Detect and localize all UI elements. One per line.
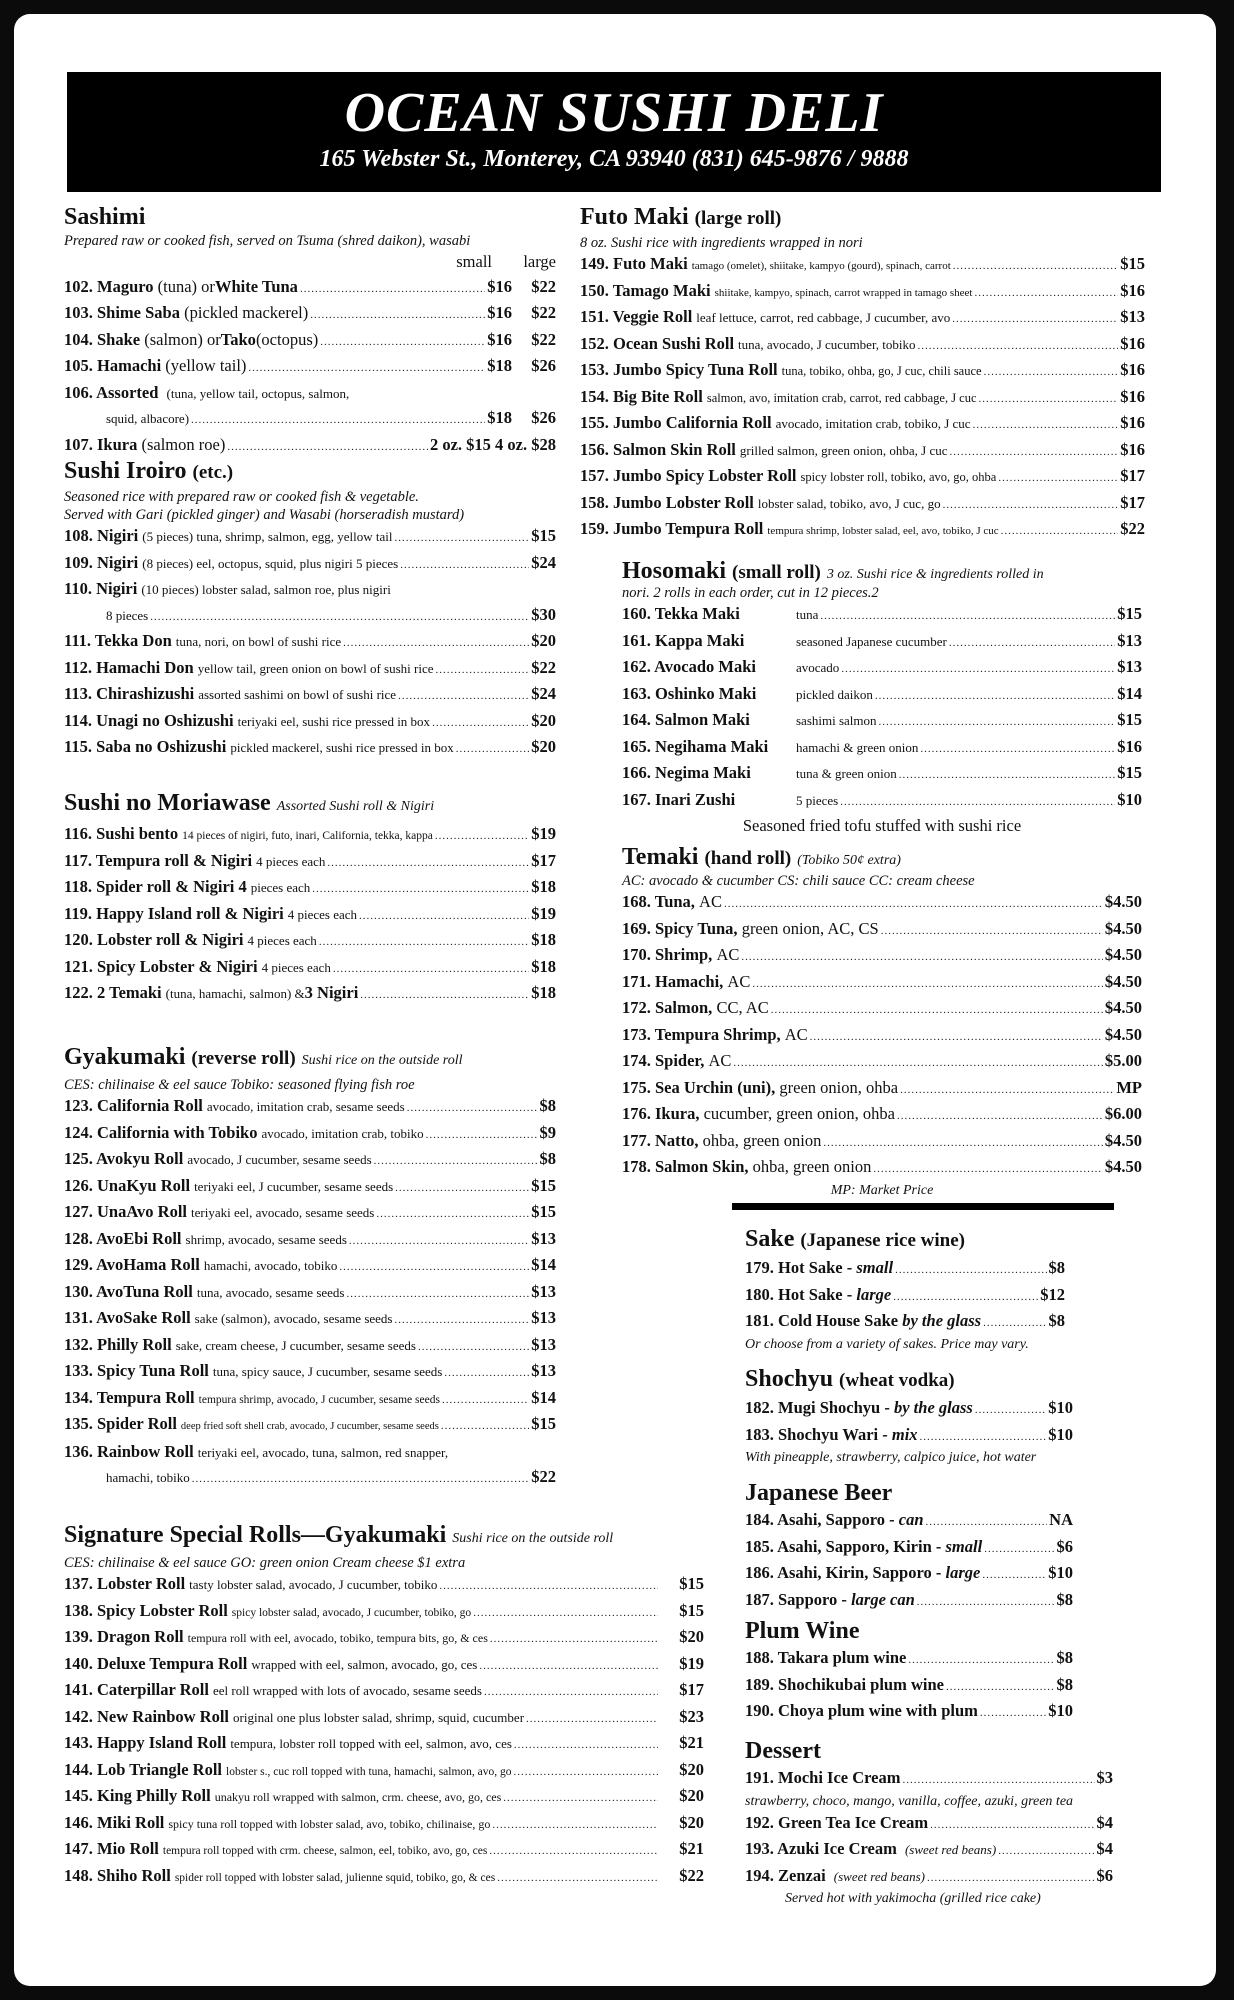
section-gyakumaki [64, 1042, 556, 1492]
section-subtitle: CES: chilinaise & eel sauce Tobiko: seasoned flying fish roe [64, 1077, 415, 1093]
menu-item: 177. Natto, ohba, green onion ..... $4.50 [622, 1129, 1142, 1156]
menu-item: 173. Tempura Shrimp, AC ..... $4.50 [622, 1023, 1142, 1050]
menu-item: 136. Rainbow Roll teriyaki eel, avocado, tuna, salmon, red snapper, [64, 1441, 449, 1461]
menu-item: 144. Lob Triangle Roll lobster s., cuc roll topped with tuna, hamachi, salmon, avo, go ..... $20 [64, 1758, 704, 1785]
section-title: Sashimi [64, 204, 146, 230]
menu-item: 145. King Philly Roll unakyu roll wrapped with salmon, crm. cheese, avo, go, ces ..... $20 [64, 1784, 704, 1811]
menu-item: 169. Spicy Tuna, green onion, AC, CS ..... $4.50 [622, 917, 1142, 944]
restaurant-header [67, 72, 1161, 192]
section-title: Sushi Iroiro (etc.) [64, 458, 234, 484]
menu-item: 131. AvoSake Roll sake (salmon), avocado, sesame seeds ..... $13 [64, 1306, 556, 1333]
menu-item: 121. Spicy Lobster & Nigiri 4 pieces each ..... $18 [64, 955, 556, 982]
menu-item: 165. Negihama Maki hamachi & green onion ..... $16 [622, 735, 1142, 762]
section-temaki [622, 842, 1142, 1200]
col-large: large [523, 252, 556, 271]
menu-item: 120. Lobster roll & Nigiri 4 pieces each ..... $18 [64, 928, 556, 955]
menu-item: 189. Shochikubai plum wine ..... $8 [745, 1673, 1073, 1700]
menu-item: 124. California with Tobiko avocado, imitation crab, tobiko ..... $9 [64, 1121, 556, 1148]
menu-item: 138. Spicy Lobster Roll spicy lobster salad, avocado, J cucumber, tobiko, go ..... $15 [64, 1599, 704, 1626]
section-beer [745, 1478, 1145, 1614]
menu-item: 122. 2 Temaki (tuna, hamachi, salmon) & 3 Nigiri ..... $18 [64, 981, 556, 1008]
section-subtitle: Prepared raw or cooked fish, served on Tsuma (shred daikon), wasabi [64, 233, 471, 249]
col-small: small [456, 252, 492, 271]
menu-item: 127. UnaAvo Roll teriyaki eel, avocado, sesame seeds ..... $15 [64, 1200, 556, 1227]
menu-item: 134. Tempura Roll tempura shrimp, avocado, J cucumber, sesame seeds ..... $14 [64, 1386, 556, 1413]
menu-item: 109. Nigiri (8 pieces) eel, octopus, squid, plus nigiri 5 pieces ..... $24 [64, 551, 556, 578]
menu-item: 157. Jumbo Spicy Lobster Roll spicy lobster roll, tobiko, avo, go, ohba ..... $17 [580, 464, 1145, 491]
section-footer: With pineapple, strawberry, calpico juice, hot water [745, 1450, 1037, 1465]
menu-item: 162. Avocado Maki avocado ..... $13 [622, 655, 1142, 682]
menu-item: 112. Hamachi Don yellow tail, green onion on bowl of sushi rice ..... $22 [64, 656, 556, 683]
section-title: Japanese Beer [745, 1480, 893, 1506]
menu-item: 167. Inari Zushi 5 pieces ..... $10 [622, 788, 1142, 815]
menu-item: 160. Tekka Maki tuna ..... $15 [622, 602, 1142, 629]
section-title: Sake (Japanese rice wine) [745, 1226, 965, 1252]
menu-item: 178. Salmon Skin, ohba, green onion ..... $4.50 [622, 1155, 1142, 1182]
menu-item: 183. Shochyu Wari - mix ..... $10 [745, 1423, 1073, 1450]
menu-item: 187. Sapporo - large can ..... $8 [745, 1588, 1073, 1615]
menu-item: 104. Shake (salmon) or Tako (octopus) ..... $16 $22 [64, 328, 556, 355]
section-footer: Seasoned fried tofu stuffed with sushi rice [742, 816, 1022, 835]
menu-item: 123. California Roll avocado, imitation crab, sesame seeds ..... $8 [64, 1094, 556, 1121]
menu-item: 163. Oshinko Maki pickled daikon ..... $14 [622, 682, 1142, 709]
menu-item: 150. Tamago Maki shiitake, kampyo, spinach, carrot wrapped in tamago sheet ..... $16 [580, 279, 1145, 306]
menu-item: 142. New Rainbow Roll original one plus lobster salad, shrimp, squid, cucumber ..... $23 [64, 1705, 704, 1732]
menu-item: 128. AvoEbi Roll shrimp, avocado, sesame seeds ..... $13 [64, 1227, 556, 1254]
menu-item: 116. Sushi bento 14 pieces of nigiri, futo, inari, California, tekka, kappa ..... $19 [64, 822, 556, 849]
menu-item: 166. Negima Maki tuna & green onion ..... $15 [622, 761, 1142, 788]
section-hosomaki [622, 556, 1142, 839]
section-subtitle: AC: avocado & cucumber CS: chili sauce CC: cream cheese [622, 873, 975, 889]
menu-item: 130. AvoTuna Roll tuna, avocado, sesame seeds ..... $13 [64, 1280, 556, 1307]
section-footer: Or choose from a variety of sakes. Price may vary. [745, 1336, 1029, 1352]
menu-item: 105. Hamachi (yellow tail) ..... $18 $26 [64, 354, 556, 381]
section-footer: Served hot with yakimocha (grilled rice cake) [785, 1891, 1041, 1906]
restaurant-name: OCEAN SUSHI DELI [344, 82, 884, 144]
section-title: Futo Maki (large roll) [580, 204, 782, 230]
menu-item: 180. Hot Sake - large ..... $12 [745, 1283, 1065, 1310]
menu-item: 107. Ikura (salmon roe) ..... 2 oz. $15 4 oz. $28 [64, 433, 556, 460]
menu-item: 117. Tempura roll & Nigiri 4 pieces each ..... $17 [64, 849, 556, 876]
section-signature [64, 1520, 704, 1890]
menu-item: 190. Choya plum wine with plum ..... $10 [745, 1699, 1073, 1726]
menu-item: 114. Unagi no Oshizushi teriyaki eel, sushi rice pressed in box ..... $20 [64, 709, 556, 736]
menu-item: 118. Spider roll & Nigiri 4 pieces each ..... $18 [64, 875, 556, 902]
menu-item: 168. Tuna, AC ..... $4.50 [622, 890, 1142, 917]
section-title: Hosomaki (small roll) 3 oz. Sushi rice & ingredients rolled in [622, 558, 1044, 584]
menu-item: 186. Asahi, Kirin, Sapporo - large ..... $10 [745, 1561, 1073, 1588]
menu-item: 132. Philly Roll sake, cream cheese, J cucumber, sesame seeds ..... $13 [64, 1333, 556, 1360]
divider [732, 1203, 1114, 1210]
section-subtitle: CES: chilinaise & eel sauce GO: green onion Cream cheese $1 extra [64, 1555, 466, 1571]
restaurant-address: 165 Webster St., Monterey, CA 93940 (831) 645-9876 / 9888 [319, 146, 909, 172]
menu-item: 161. Kappa Maki seasoned Japanese cucumber ..... $13 [622, 629, 1142, 656]
section-title: Signature Special Rolls—Gyakumaki Sushi rice on the outside roll [64, 1522, 614, 1548]
menu-item: 111. Tekka Don tuna, nori, on bowl of sushi rice ..... $20 [64, 629, 556, 656]
menu-item: 126. UnaKyu Roll teriyaki eel, J cucumber, sesame seeds ..... $15 [64, 1174, 556, 1201]
menu-item: 133. Spicy Tuna Roll tuna, spicy sauce, J cucumber, sesame seeds ..... $13 [64, 1359, 556, 1386]
menu-item-continued: squid, albacore) ..... $18 $26 [64, 406, 556, 433]
menu-item: 129. AvoHama Roll hamachi, avocado, tobiko ..... $14 [64, 1253, 556, 1280]
menu-item: 181. Cold House Sake by the glass ..... $8 [745, 1309, 1065, 1336]
menu-item: 171. Hamachi, AC ..... $4.50 [622, 970, 1142, 997]
section-dessert [745, 1736, 1145, 1908]
menu-item: 170. Shrimp, AC ..... $4.50 [622, 943, 1142, 970]
menu-item: 110. Nigiri (10 pieces) lobster salad, salmon roe, plus nigiri [64, 579, 391, 598]
menu-item-continued: 8 pieces ..... $30 [64, 603, 556, 630]
section-subtitle: nori. 2 rolls in each order, cut in 12 pieces.2 [622, 585, 879, 601]
size-header [64, 250, 556, 275]
section-title: Dessert [745, 1738, 821, 1764]
section-title: Sushi no Moriawase Assorted Sushi roll & Nigiri [64, 790, 435, 816]
section-footer: MP: Market Price [830, 1182, 934, 1198]
section-sake [745, 1224, 1145, 1354]
menu-item: 149. Futo Maki tamago (omelet), shiitake, kampyo (gourd), spinach, carrot ..... $15 [580, 252, 1145, 279]
menu-item-continued: hamachi, tobiko ..... $22 [64, 1465, 556, 1492]
section-shochu [745, 1364, 1145, 1467]
menu-item: 135. Spider Roll deep fried soft shell crab, avocado, J cucumber, sesame seeds ..... $15 [64, 1412, 556, 1440]
menu-item: 139. Dragon Roll tempura roll with eel, avocado, tobiko, tempura bits, go, & ces ..... $20 [64, 1625, 704, 1652]
menu-item: 143. Happy Island Roll tempura, lobster roll topped with eel, salmon, avo, ces ..... $21 [64, 1731, 704, 1758]
menu-item: 179. Hot Sake - small ..... $8 [745, 1256, 1065, 1283]
menu-item: 156. Salmon Skin Roll grilled salmon, green onion, ohba, J cuc ..... $16 [580, 438, 1145, 465]
menu-item: 174. Spider, AC ..... $5.00 [622, 1049, 1142, 1076]
menu-item: 158. Jumbo Lobster Roll lobster salad, tobiko, avo, J cuc, go ..... $17 [580, 491, 1145, 518]
menu-item: 108. Nigiri (5 pieces) tuna, shrimp, salmon, egg, yellow tail ..... $15 [64, 524, 556, 551]
menu-item: 125. Avokyu Roll avocado, J cucumber, sesame seeds ..... $8 [64, 1147, 556, 1174]
menu-item: 113. Chirashizushi assorted sashimi on bowl of sushi rice ..... $24 [64, 682, 556, 709]
menu-item: 176. Ikura, cucumber, green onion, ohba ..... $6.00 [622, 1102, 1142, 1129]
menu-item: 115. Saba no Oshizushi pickled mackerel, sushi rice pressed in box ..... $20 [64, 735, 556, 762]
section-title: Gyakumaki (reverse roll) Sushi rice on the outside roll [64, 1044, 463, 1070]
menu-item: 146. Miki Roll spicy tuna roll topped with lobster salad, avo, tobiko, chilinaise, go ..... $20 [64, 1811, 704, 1838]
menu-item: 184. Asahi, Sapporo - can ..... NA [745, 1508, 1073, 1535]
menu-item: 192. Green Tea Ice Cream ..... $4 [745, 1811, 1113, 1838]
menu-item: 148. Shiho Roll spider roll topped with lobster salad, julienne squid, tobiko, go, & ces ..... $22 [64, 1864, 704, 1891]
section-title: Plum Wine [745, 1618, 860, 1644]
section-subtitle: Seasoned rice with prepared raw or cooked fish & vegetable. [64, 489, 419, 505]
section-plum-wine [745, 1616, 1145, 1726]
menu-item: 147. Mio Roll tempura roll topped with crm. cheese, salmon, eel, tobiko, avo, go, ces ..... $21 [64, 1837, 704, 1864]
section-moriawase [64, 788, 556, 1008]
menu-item: 172. Salmon, CC, AC ..... $4.50 [622, 996, 1142, 1023]
section-title: Shochyu (wheat vodka) [745, 1366, 955, 1392]
section-iroiro [64, 456, 556, 762]
menu-item: 141. Caterpillar Roll eel roll wrapped with lots of avocado, sesame seeds ..... $17 [64, 1678, 704, 1705]
menu-item: 151. Veggie Roll leaf lettuce, carrot, red cabbage, J cucumber, avo ..... $13 [580, 305, 1145, 332]
item-note: strawberry, choco, mango, vanilla, coffee, azuki, green tea [745, 1793, 1074, 1809]
section-title: Temaki (hand roll) (Tobiko 50¢ extra) [622, 844, 901, 870]
menu-item: 153. Jumbo Spicy Tuna Roll tuna, tobiko, ohba, go, J cuc, chili sauce ..... $16 [580, 358, 1145, 385]
menu-item: 164. Salmon Maki sashimi salmon ..... $15 [622, 708, 1142, 735]
menu-item: 182. Mugi Shochyu - by the glass ..... $10 [745, 1396, 1073, 1423]
menu-item: 119. Happy Island roll & Nigiri 4 pieces each ..... $19 [64, 902, 556, 929]
section-sashimi [64, 202, 556, 459]
menu-item: 152. Ocean Sushi Roll tuna, avocado, J cucumber, tobiko ..... $16 [580, 332, 1145, 359]
menu-item: 193. Azuki Ice Cream (sweet red beans) ..... $4 [745, 1837, 1113, 1864]
section-subtitle: 8 oz. Sushi rice with ingredients wrapped in nori [580, 235, 863, 251]
menu-item: 106. Assorted (tuna, yellow tail, octopus, salmon, [64, 382, 350, 402]
menu-item: 155. Jumbo California Roll avocado, imitation crab, tobiko, J cuc ..... $16 [580, 411, 1145, 438]
menu-item: 188. Takara plum wine ..... $8 [745, 1646, 1073, 1673]
menu-item: 154. Big Bite Roll salmon, avo, imitation crab, carrot, red cabbage, J cuc ..... $16 [580, 385, 1145, 412]
menu-item: 175. Sea Urchin (uni), green onion, ohba ..... MP [622, 1076, 1142, 1103]
menu-item: 191. Mochi Ice Cream ..... $3 [745, 1766, 1113, 1793]
menu-item: 140. Deluxe Tempura Roll wrapped with eel, salmon, avocado, go, ces ..... $19 [64, 1652, 704, 1679]
menu-item: 194. Zenzai (sweet red beans) ..... $6 [745, 1864, 1113, 1891]
menu-item: 185. Asahi, Sapporo, Kirin - small ..... $6 [745, 1535, 1073, 1562]
section-futo-maki [580, 202, 1145, 544]
menu-item: 103. Shime Saba (pickled mackerel) ..... $16 $22 [64, 301, 556, 328]
menu-item: 137. Lobster Roll tasty lobster salad, avocado, J cucumber, tobiko ..... $15 [64, 1572, 704, 1599]
menu-item: 159. Jumbo Tempura Roll tempura shrimp, lobster salad, eel, avo, tobiko, J cuc ..... $22 [580, 517, 1145, 544]
menu-item: 102. Maguro (tuna) or White Tuna ..... $16 $22 [64, 275, 556, 302]
section-subtitle-2: Served with Gari (pickled ginger) and Wasabi (horseradish mustard) [64, 507, 465, 523]
